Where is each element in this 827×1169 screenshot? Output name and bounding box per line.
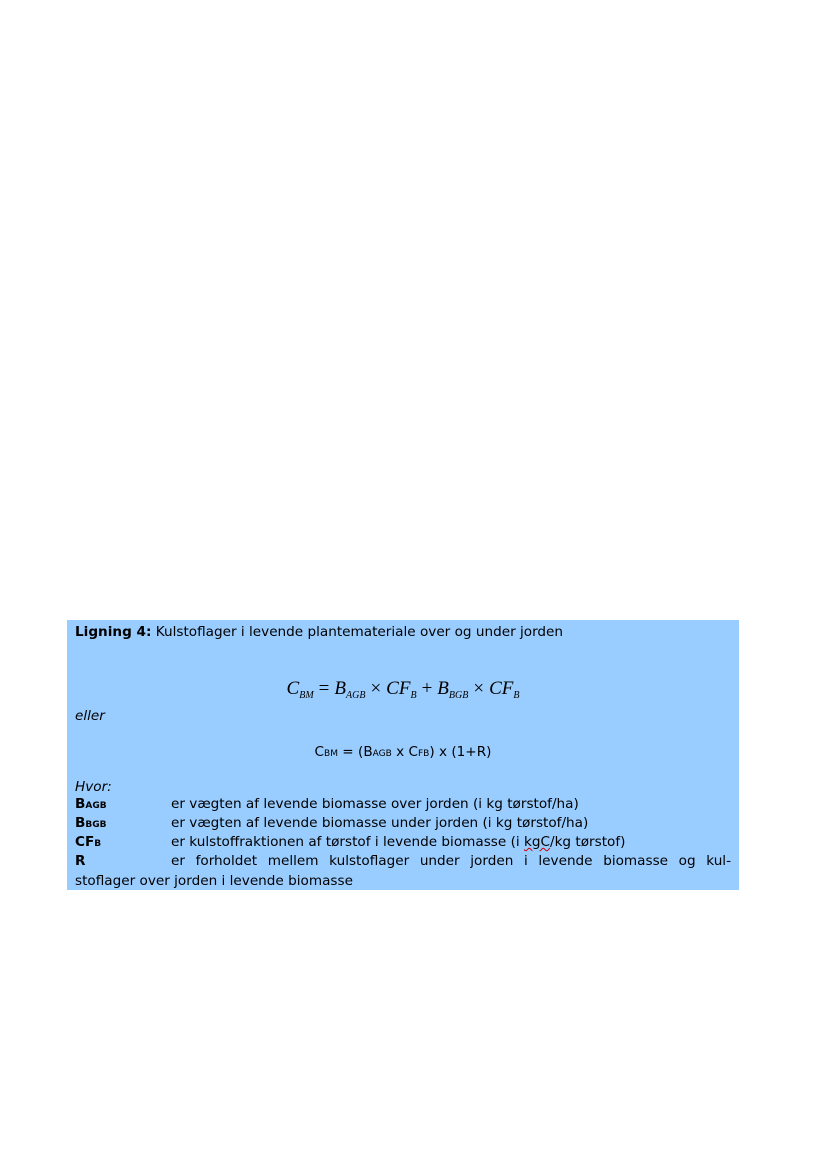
definition-continuation: stoflager over jorden i levende biomasse [75, 873, 353, 889]
formula2-sub-agb: AGB [372, 749, 392, 759]
definition-symbol [75, 853, 171, 870]
equation-heading [75, 624, 731, 641]
eller-text: eller [75, 708, 105, 724]
definition-text: er vægten af levende biomasse over jorden (i kg tørstof/ha) [171, 796, 579, 812]
formula-times: × [370, 678, 382, 699]
definition-text-before: er kulstoffraktionen af tørstof i levende biomasse (i [171, 834, 524, 850]
symbol-main: R [75, 853, 86, 869]
formula-times-2: × [473, 678, 485, 699]
definition-text [171, 834, 731, 851]
hvor-label: Hvor: [75, 779, 112, 795]
definition-row [75, 815, 731, 834]
formula-term-cf: CF [386, 678, 411, 699]
symbol-main: CF [75, 834, 95, 850]
definition-symbol [75, 815, 171, 834]
formula2-part1: = (B [337, 744, 373, 760]
formula-sub-agb: AGB [346, 690, 366, 701]
formula2-c: C [314, 744, 325, 760]
formula2-sub-bm: BM [324, 749, 338, 759]
formula-plus: + [421, 678, 433, 699]
formula-term-b-bgb: B [437, 678, 449, 699]
symbol-sub: B [94, 839, 102, 849]
formula-term-cf-2: CF [489, 678, 514, 699]
definition-text: er forholdet mellem kulstoflager under jorden i levende biomasse og kul- [171, 853, 731, 869]
definition-row [75, 853, 731, 872]
formula2-part2: x C [391, 744, 418, 760]
symbol-sub: BGB [85, 820, 107, 830]
definition-text: er vægten af levende biomasse under jorden (i kg tørstof/ha) [171, 815, 589, 831]
definition-text-after: /kg tørstof) [549, 834, 626, 850]
formula-sub-bgb: BGB [448, 690, 469, 701]
symbol-main: B [75, 796, 86, 812]
definition-symbol [75, 796, 171, 815]
formula-sub-b-2: B [513, 690, 520, 701]
definition-row [75, 834, 731, 853]
formula2-part3: ) x (1+R) [429, 744, 492, 760]
spellcheck-word: kgC [523, 834, 550, 850]
definition-row [75, 796, 731, 815]
symbol-main: B [75, 815, 86, 831]
definition-symbol [75, 834, 171, 853]
formula-main [67, 678, 739, 701]
formula2-sub-fb: FB [418, 749, 430, 759]
formula-alternative [67, 744, 739, 763]
formula-term-c: C [286, 678, 300, 699]
equation-title: Kulstoflager i levende plantemateriale over og under jorden [151, 624, 564, 640]
formula-term-b-agb: B [334, 678, 346, 699]
equation-box [67, 620, 739, 890]
equation-label: Ligning 4: [75, 624, 152, 640]
definitions-list [75, 796, 731, 872]
formula-equals: = [318, 678, 330, 699]
symbol-sub: AGB [85, 801, 107, 811]
formula-sub-bm: BM [299, 690, 314, 701]
formula-sub-b: B [410, 690, 417, 701]
